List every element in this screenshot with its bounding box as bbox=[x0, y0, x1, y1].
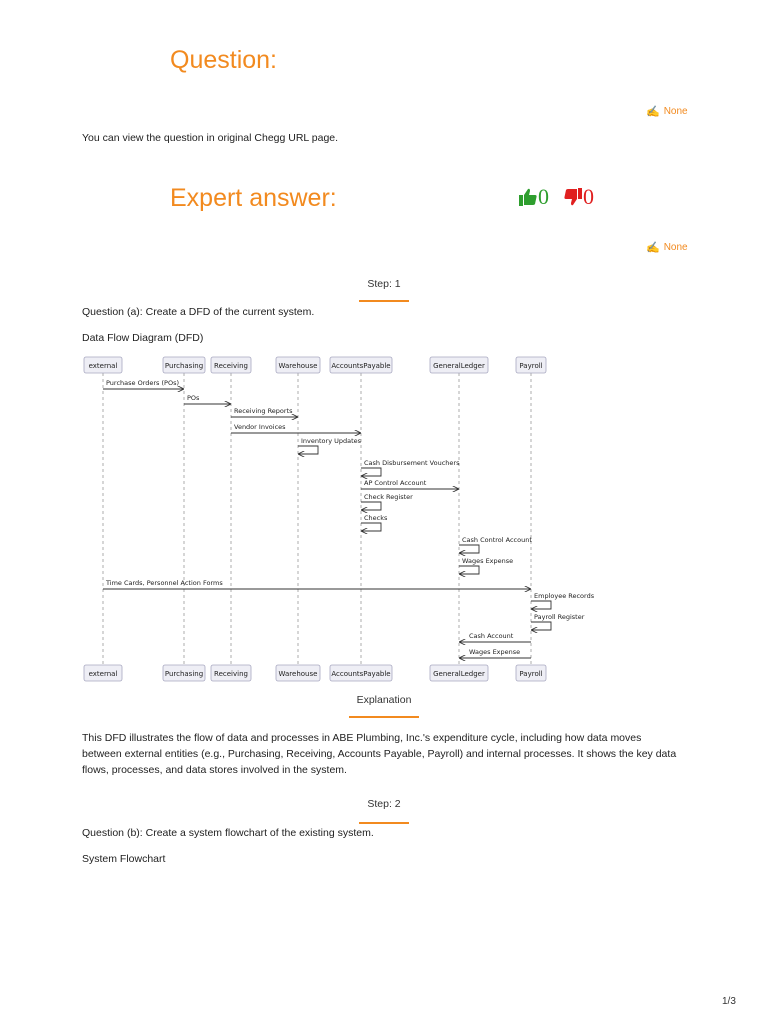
step2-underline bbox=[359, 822, 409, 824]
dfd-sequence-diagram bbox=[0, 350, 768, 685]
participant-label-accountspayable: AccountsPayable bbox=[331, 362, 391, 370]
participant-label-purchasing: Purchasing bbox=[164, 670, 204, 678]
answer-author[interactable] bbox=[646, 241, 688, 254]
thumbs-down-icon bbox=[563, 187, 583, 207]
explanation-underline bbox=[349, 716, 419, 718]
step1-label: Step: 1 bbox=[367, 278, 401, 290]
participant-label-warehouse: Warehouse bbox=[278, 670, 318, 678]
thumbs-up-icon bbox=[518, 187, 538, 207]
participant-label-payroll: Payroll bbox=[519, 362, 543, 370]
self-arrow bbox=[361, 523, 381, 531]
step2-question: Question (b): Create a system flowchart of the existing system. bbox=[82, 827, 374, 839]
participant-label-receiving: Receiving bbox=[214, 362, 248, 370]
message-label: Cash Account bbox=[469, 632, 514, 640]
message-label: Check Register bbox=[364, 493, 413, 501]
step2-subtitle: System Flowchart bbox=[82, 853, 166, 865]
self-arrow bbox=[298, 446, 318, 454]
downvote-button[interactable] bbox=[563, 184, 594, 210]
self-arrow bbox=[361, 468, 381, 476]
participant-label-external: external bbox=[88, 362, 118, 370]
self-arrow bbox=[459, 545, 479, 553]
message-label: Wages Expense bbox=[462, 557, 514, 565]
message-label: Time Cards, Personnel Action Forms bbox=[106, 579, 223, 587]
message-label: Employee Records bbox=[534, 592, 595, 600]
answer-author-name: None bbox=[663, 242, 688, 253]
upvote-count: 0 bbox=[538, 184, 549, 209]
diagram-title: Data Flow Diagram (DFD) bbox=[82, 332, 204, 344]
participant-label-warehouse: Warehouse bbox=[278, 362, 318, 370]
message-label: AP Control Account bbox=[364, 479, 427, 487]
message-label: Inventory Updates bbox=[301, 437, 362, 445]
step2-label: Step: 2 bbox=[367, 798, 401, 810]
upvote-button[interactable] bbox=[518, 184, 549, 210]
self-arrow bbox=[459, 566, 479, 574]
downvote-count: 0 bbox=[583, 184, 594, 209]
message-label: Checks bbox=[364, 514, 388, 522]
vote-bar bbox=[518, 184, 594, 210]
self-arrow bbox=[531, 622, 551, 630]
step1-underline bbox=[359, 300, 409, 302]
self-arrow bbox=[361, 502, 381, 510]
participant-label-purchasing: Purchasing bbox=[164, 362, 204, 370]
message-label: Cash Control Account bbox=[462, 536, 532, 544]
message-label: Cash Disbursement Vouchers bbox=[364, 459, 460, 467]
explanation-text: This DFD illustrates the flow of data and processes in ABE Plumbing, Inc.'s expenditure cycle, including how data moves between external entities (e.g., Purchasing, Receiving, Accounts Payable, Payroll) and internal processes. It shows the key data flows, processes, and data stores involved in the system. bbox=[82, 732, 677, 776]
message-label: Vendor Invoices bbox=[234, 423, 286, 431]
message-label: Wages Expense bbox=[469, 648, 521, 656]
message-label: Purchase Orders (POs) bbox=[106, 379, 180, 387]
explanation-label: Explanation bbox=[356, 694, 412, 706]
participant-label-generalledger: GeneralLedger bbox=[433, 362, 485, 370]
participant-label-accountspayable: AccountsPayable bbox=[331, 670, 391, 678]
participant-label-generalledger: GeneralLedger bbox=[433, 670, 485, 678]
message-label: POs bbox=[187, 394, 200, 402]
message-label: Receiving Reports bbox=[234, 407, 293, 415]
participant-label-external: external bbox=[88, 670, 118, 678]
answer-heading: Expert answer: bbox=[170, 184, 337, 212]
message-label: Payroll Register bbox=[534, 613, 585, 621]
page-number: 1/3 bbox=[722, 996, 736, 1007]
question-heading: Question: bbox=[170, 46, 278, 74]
question-author[interactable] bbox=[646, 105, 688, 118]
self-arrow bbox=[531, 601, 551, 609]
question-text: You can view the question in original Chegg URL page. bbox=[82, 132, 339, 144]
writing-hand-icon: ✍ bbox=[646, 106, 660, 118]
writing-hand-icon: ✍ bbox=[646, 242, 660, 254]
step1-question: Question (a): Create a DFD of the current system. bbox=[82, 306, 315, 318]
participant-label-receiving: Receiving bbox=[214, 670, 248, 678]
participant-label-payroll: Payroll bbox=[519, 670, 543, 678]
question-author-name: None bbox=[663, 106, 688, 117]
